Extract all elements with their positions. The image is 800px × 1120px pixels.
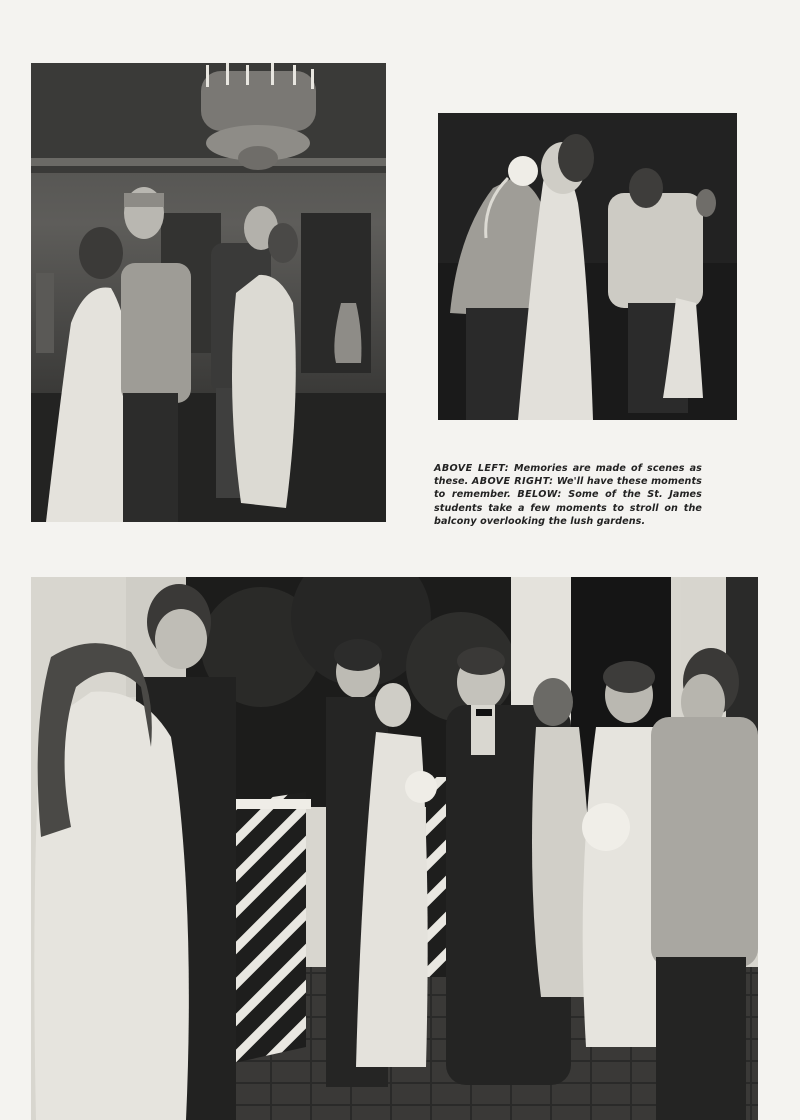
photo-below	[31, 577, 758, 1120]
photo-above-right	[438, 113, 737, 420]
caption-above-right-label: ABOVE RIGHT:	[471, 476, 554, 488]
caption-below-text: Some of the St. James students take a few moments to stroll on the balcony overlooking the lush gardens.	[434, 489, 702, 527]
caption-below-label: BELOW:	[517, 489, 562, 501]
caption-above-right-text: We'll have these moments to remember.	[434, 476, 702, 501]
photo-caption	[434, 462, 702, 528]
caption-above-left-text: Memories are made of scenes as these.	[434, 463, 702, 488]
bouquet-icon	[405, 771, 437, 803]
photo-below-image	[31, 577, 758, 1120]
photo-above-left-image	[31, 63, 386, 522]
caption-above-left-label: ABOVE LEFT:	[434, 463, 509, 474]
photo-above-left	[31, 63, 386, 522]
chandelier-icon	[201, 63, 316, 170]
photo-above-right-image	[438, 113, 737, 420]
